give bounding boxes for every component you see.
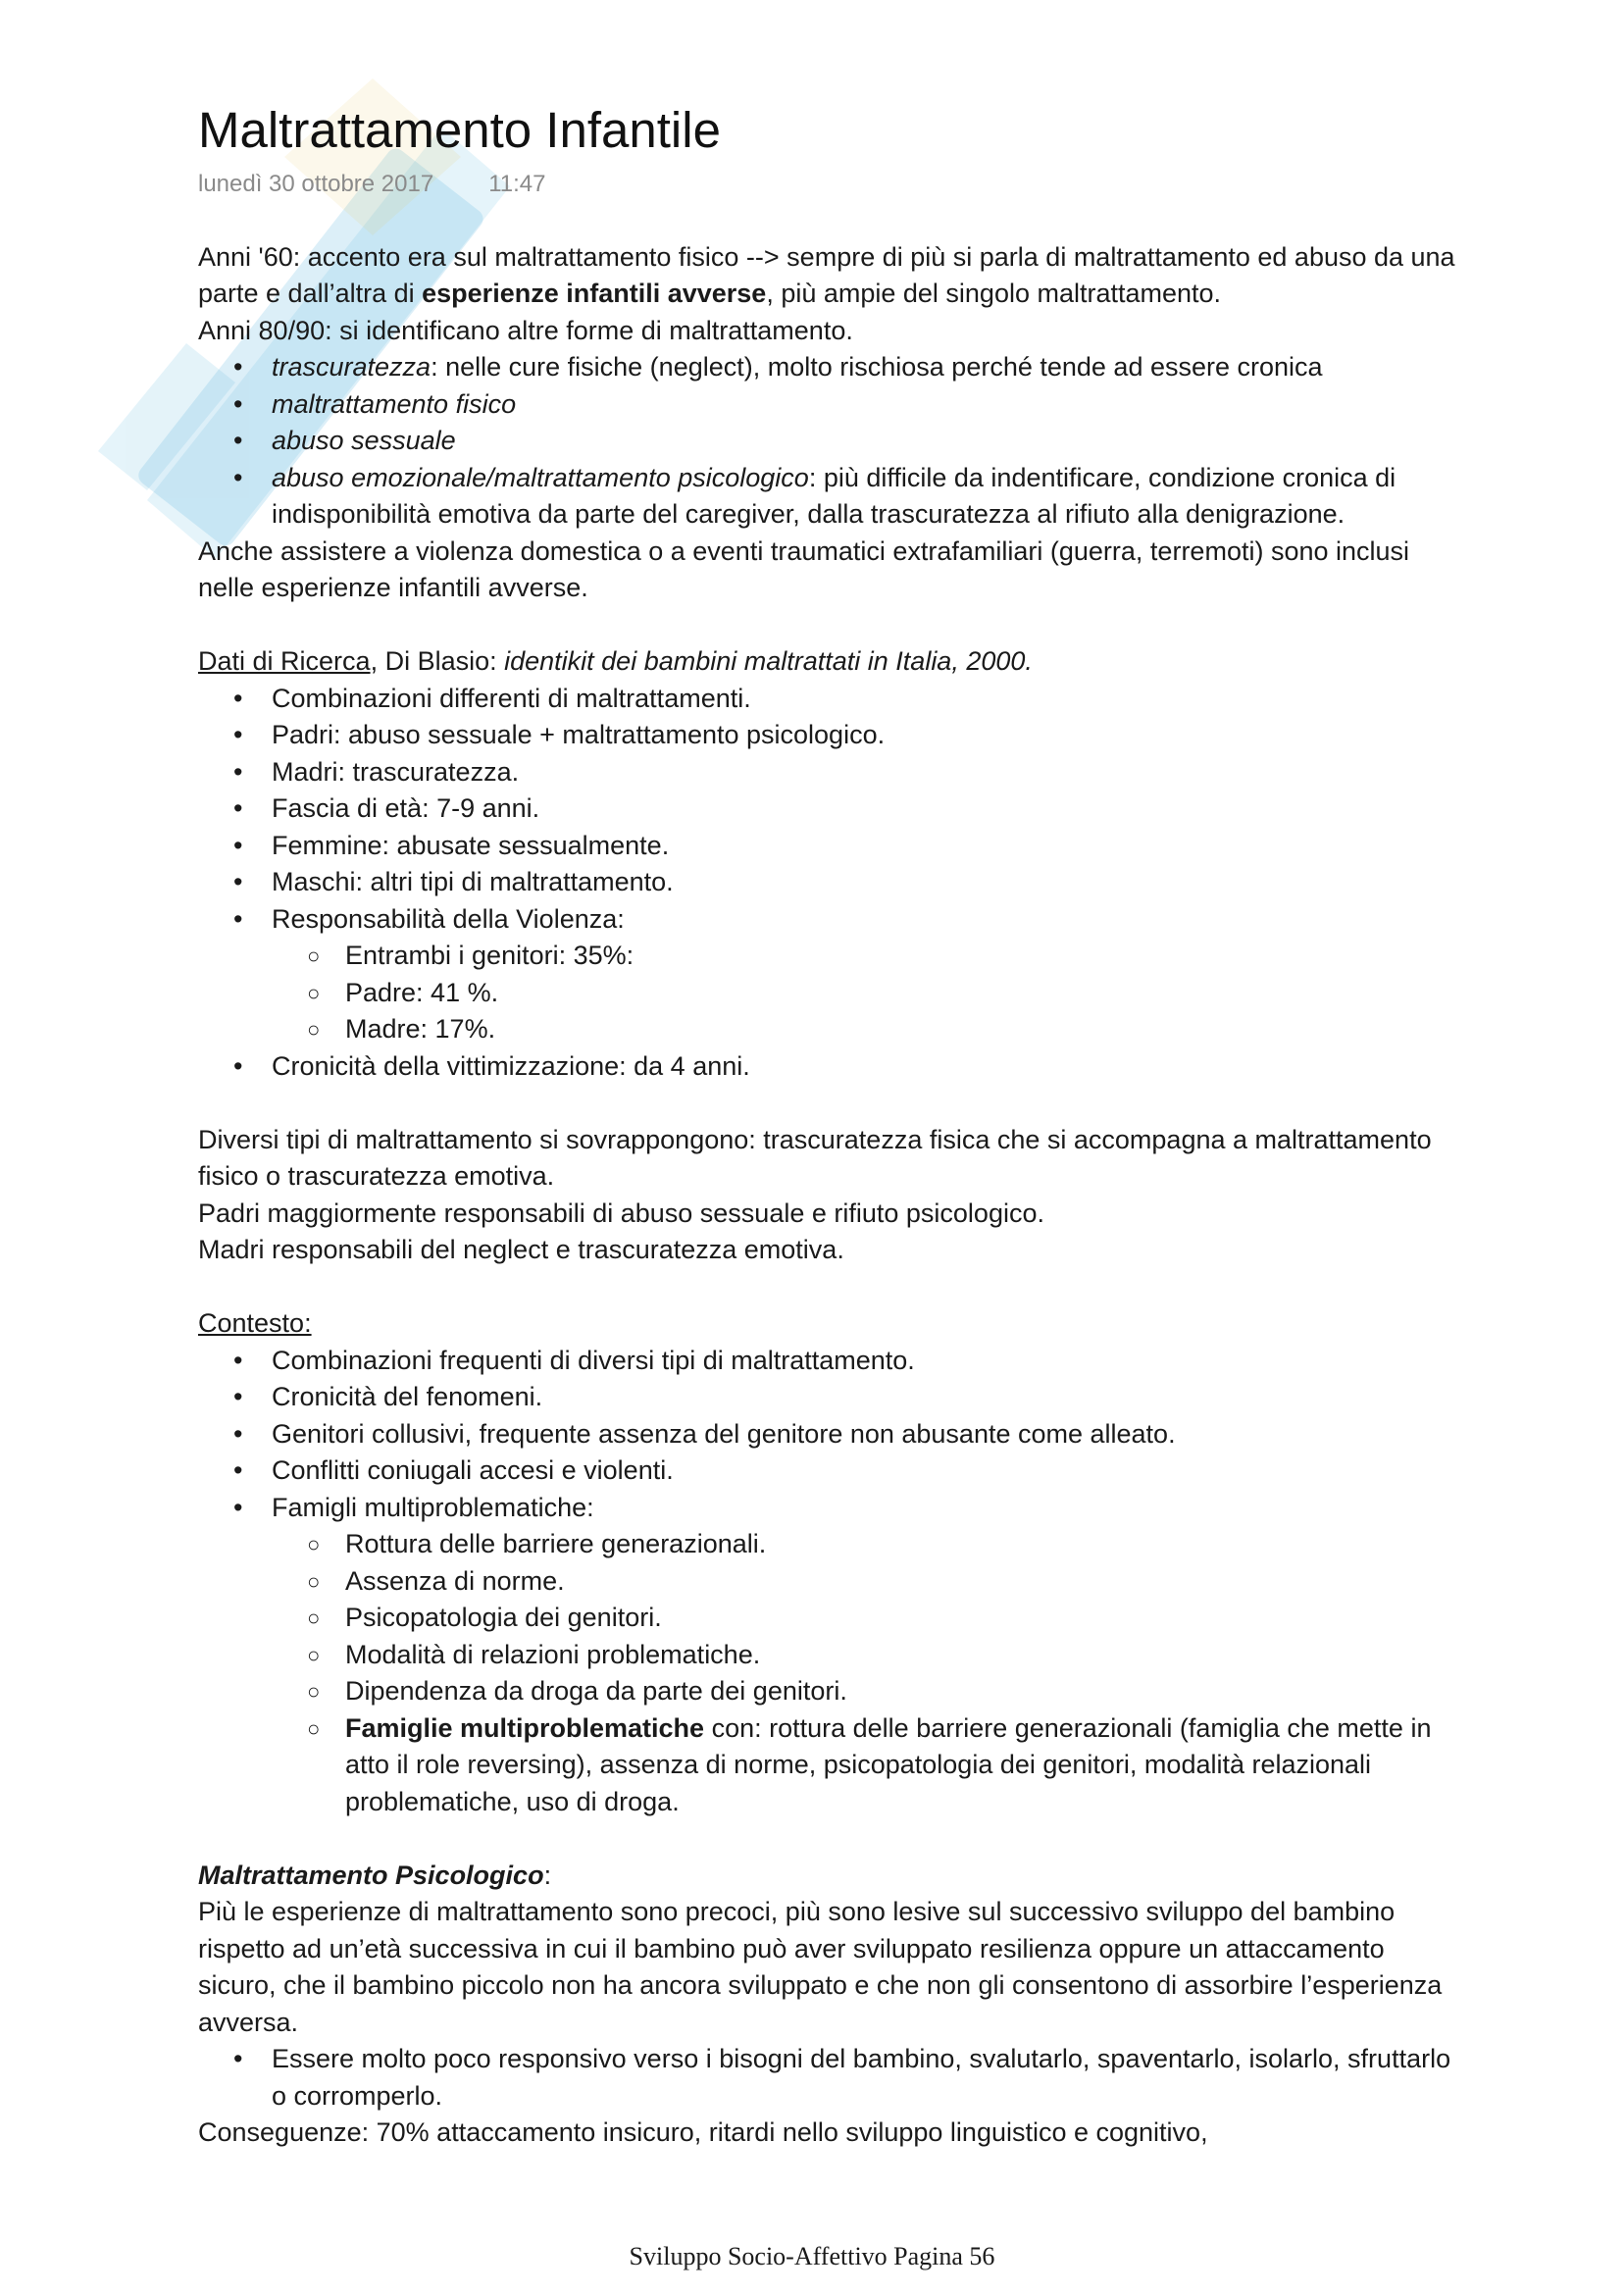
forms-list xyxy=(198,349,1463,534)
form-term: abuso sessuale xyxy=(272,426,456,455)
list-item xyxy=(198,460,1463,534)
list-item: • Responsabilità della Violenza: xyxy=(198,901,1463,939)
list-item: • Famigli multiproblematiche: xyxy=(198,1490,1463,1527)
sub-list-item: ○ Assenza di norme. xyxy=(198,1563,1463,1601)
intro-paragraph-3: Anche assistere a violenza domestica o a eventi traumatici extrafamiliari (guerra, terremoti) sono inclusi nelle esperienze infantili avverse. xyxy=(198,535,1410,602)
sub-list-item: ○ Padre: 41 %. xyxy=(198,975,1463,1012)
sub-list-item: ○ Rottura delle barriere generazionali. xyxy=(198,1526,1463,1563)
responsabilita-list xyxy=(198,938,1463,1048)
ricerca-heading-underlined: Dati di Ricerca xyxy=(198,646,371,676)
list-item: • Maschi: altri tipi di maltrattamento. xyxy=(198,864,1463,901)
intro-paragraph-1 xyxy=(198,239,1463,313)
psicologico-heading-text: Maltrattamento Psicologico xyxy=(198,1860,544,1890)
ricerca-author: , Di Blasio: xyxy=(370,646,505,676)
sub-list-item: ○ Modalità di relazioni problematiche. xyxy=(198,1637,1463,1674)
sovrapposizione-paragraph-2: Padri maggiormente responsabili di abuso sessuale e rifiuto psicologico. xyxy=(198,1198,1044,1228)
contesto-heading: Contesto: xyxy=(198,1308,312,1338)
list-item: • Combinazioni differenti di maltrattamenti. xyxy=(198,681,1463,718)
cronicita-list xyxy=(198,1048,1463,1086)
ricerca-heading xyxy=(198,643,1463,681)
list-item: • Femmine: abusate sessualmente. xyxy=(198,828,1463,865)
psicologico-heading xyxy=(198,1858,1463,1895)
sub-list-item: ○ Psicopatologia dei genitori. xyxy=(198,1600,1463,1637)
page-meta xyxy=(198,167,1463,202)
list-item: • Essere molto poco responsivo verso i bisogni del bambino, svalutarlo, spaventarlo, isolarlo, sfruttarlo o corromperlo. xyxy=(198,2041,1463,2115)
form-text: : nelle cure fisiche (neglect), molto rischiosa perché tende ad essere cronica xyxy=(431,352,1323,382)
famiglie-description: con: rottura delle barriere generazionali (famiglia che mette in atto il role reversing), assenza di norme, psicopatologia dei genitori, modalità relazionali problematiche, uso di droga. xyxy=(345,1712,1432,1816)
form-term: trascuratezza xyxy=(272,352,431,382)
intro-bold-term: esperienze infantili avverse xyxy=(422,279,767,308)
list-item: • Padri: abuso sessuale + maltrattamento psicologico. xyxy=(198,717,1463,754)
psicologico-paragraph: Più le esperienze di maltrattamento sono precoci, più sono lesive sul successivo sviluppo del bambino rispetto ad un’età successiva in cui il bambino può aver sviluppato resilienza oppure un attaccamento sicuro, che il bambino piccolo non ha ancora sviluppato e che non gli consentono di assorbire l’esperienza avversa. xyxy=(198,1897,1443,2037)
intro-paragraph-2: Anni 80/90: si identificano altre forme di maltrattamento. xyxy=(198,315,853,345)
page-time: 11:47 xyxy=(488,171,546,197)
psicologico-heading-colon: : xyxy=(543,1860,552,1890)
intro-text-a: Anni '60: accento era sul maltrattamento fisico --> sempre di più si parla di maltrattamento ed abuso da una parte e dall’altra di xyxy=(198,241,1455,308)
list-item: • Genitori collusivi, frequente assenza del genitore non abusante come alleato. xyxy=(198,1416,1463,1453)
page-content xyxy=(198,98,1463,2152)
famiglie-list xyxy=(198,1526,1463,1820)
list-item xyxy=(198,349,1463,386)
sovrapposizione-paragraph-1: Diversi tipi di maltrattamento si sovrappongono: trascuratezza fisica che si accompagna a maltrattamento fisico o trascuratezza emotiva. xyxy=(198,1124,1432,1191)
list-item xyxy=(198,423,1463,460)
intro-text-b: , più ampie del singolo maltrattamento. xyxy=(766,279,1222,308)
famiglie-bold-term: Famiglie multiproblematiche xyxy=(345,1712,705,1743)
sub-list-item xyxy=(198,1710,1463,1821)
sub-list-item: ○ Dipendenza da droga da parte dei genitori. xyxy=(198,1673,1463,1710)
form-term: maltrattamento fisico xyxy=(272,388,517,419)
sovrapposizione-paragraph-3: Madri responsabili del neglect e trascuratezza emotiva. xyxy=(198,1235,844,1264)
list-item: • Cronicità della vittimizzazione: da 4 anni. xyxy=(198,1048,1463,1086)
list-item xyxy=(198,386,1463,424)
conseguenze-paragraph: Conseguenze: 70% attaccamento insicuro, ritardi nello sviluppo linguistico e cognitivo, xyxy=(198,2117,1208,2147)
sub-list-item: ○ Entrambi i genitori: 35%: xyxy=(198,938,1463,975)
ricerca-work-title: identikit dei bambini maltrattati in Italia, 2000. xyxy=(504,646,1033,676)
sub-list-item: ○ Madre: 17%. xyxy=(198,1011,1463,1048)
psicologico-list xyxy=(198,2041,1463,2115)
list-item: • Cronicità del fenomeni. xyxy=(198,1379,1463,1416)
page-footer: Sviluppo Socio-Affettivo Pagina 56 xyxy=(629,2242,995,2270)
page-title: Maltrattamento Infantile xyxy=(198,102,721,158)
list-item: • Combinazioni frequenti di diversi tipi di maltrattamento. xyxy=(198,1343,1463,1380)
form-term: abuso emozionale/maltrattamento psicologico xyxy=(272,462,809,492)
list-item: • Madri: trascuratezza. xyxy=(198,754,1463,791)
ricerca-list xyxy=(198,681,1463,939)
form-text: : più difficile da indentificare, condizione cronica di indisponibilità emotiva da parte del caregiver, dalla trascuratezza al rifiuto alla denigrazione. xyxy=(272,462,1396,529)
contesto-list xyxy=(198,1343,1463,1527)
page-date: lunedì 30 ottobre 2017 xyxy=(198,171,434,197)
list-item: • Conflitti coniugali accesi e violenti. xyxy=(198,1453,1463,1490)
list-item: • Fascia di età: 7-9 anni. xyxy=(198,790,1463,828)
